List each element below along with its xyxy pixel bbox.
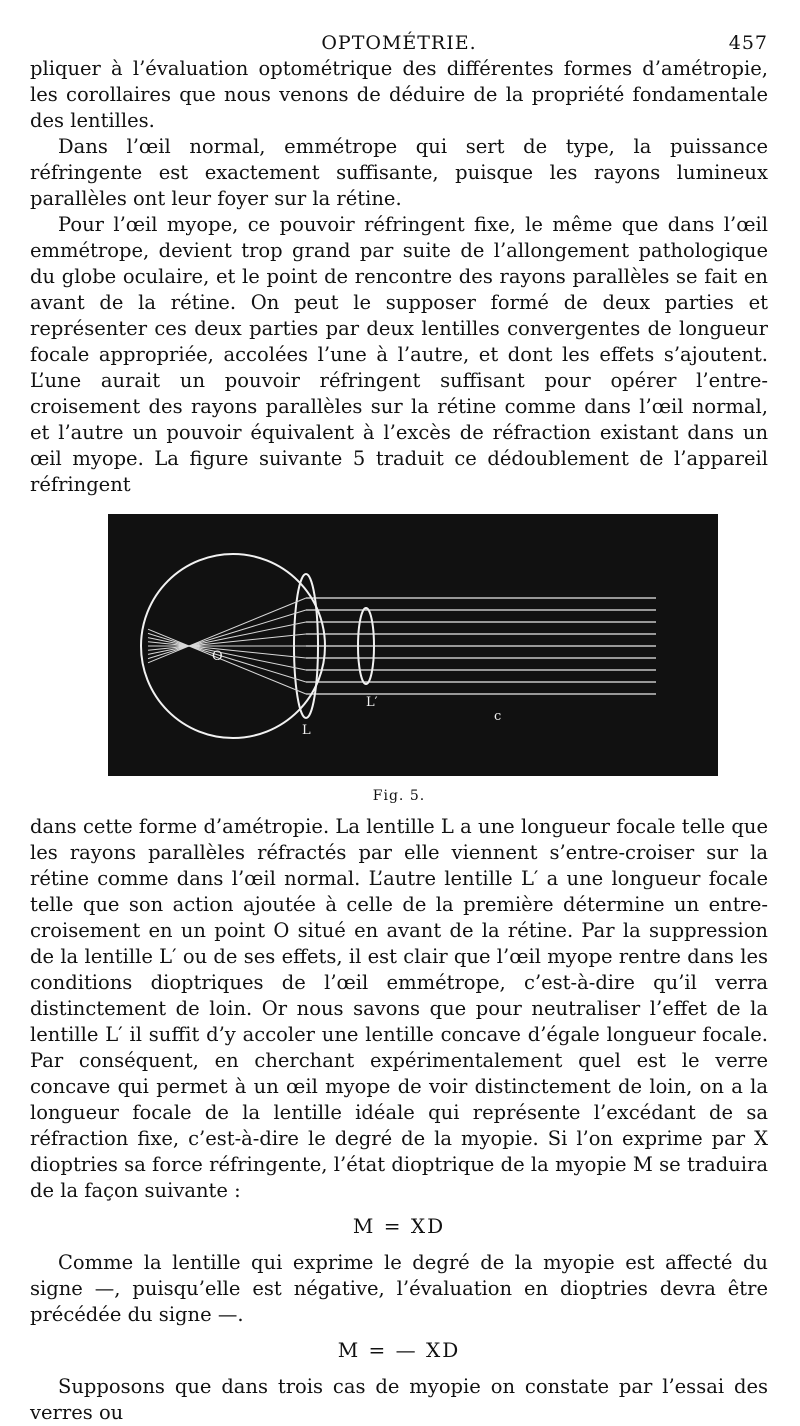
label-point-o: O	[212, 649, 223, 664]
paragraph: Pour l’œil myope, ce pouvoir réfringent fixe, le même que dans l’œil emmétrope, devient trop grand par suite de l’allongement pathologique du globe oculaire, et le point de rencontre des rayons parallèles se fait en avant de la rétine. On peut le supposer formé de deux parties et représenter ces deux parties par deux lentilles convergentes de longueur focale appropriée, accolées l’une à l’autre, et dont les effets s’ajoutent. L’une aurait un pouvoir réfringent suffisant pour opérer l’entre-croisement des rayons parallèles sur la rétine comme dans l’œil normal, et l’autre un pouvoir équivalent à l’excès de réfraction existant dans un œil myope. La figure suivante 5 traduit ce dédoublement de l’appareil réfringent	[30, 213, 768, 496]
parallel-rays	[306, 598, 656, 694]
book-page	[30, 30, 768, 1426]
paragraph: pliquer à l’évaluation optométrique des différentes formes d’amétropie, les corollaires que nous venons de déduire de la propriété fondamentale des lentilles.	[30, 57, 768, 132]
formula: M = XD	[352, 1214, 446, 1238]
paragraph: Dans l’œil normal, emmétrope qui sert de type, la puissance réfringente est exactement suffisante, puisque les rayons lumineux parallèles ont leur foyer sur la rétine.	[30, 135, 768, 210]
paragraph: Supposons que dans trois cas de myopie on constate par l’essai des verres ou	[30, 1375, 768, 1424]
formula: M = — XD	[337, 1338, 461, 1362]
converging-ray	[148, 598, 306, 663]
converging-rays	[148, 598, 306, 694]
label-lens-l-prime: L′	[366, 695, 378, 710]
converging-ray	[148, 629, 306, 694]
converging-ray	[148, 633, 306, 682]
running-header	[30, 30, 768, 56]
converging-ray	[148, 610, 306, 659]
label-lens-l: L	[302, 723, 311, 738]
header-title: OPTOMÉTRIE.	[321, 32, 477, 54]
page-number: 457	[728, 32, 768, 54]
eye-diagram-svg	[108, 514, 718, 776]
figure-eye-diagram	[108, 514, 718, 776]
figure-caption: Fig. 5.	[372, 788, 426, 804]
paragraph: dans cette forme d’amétropie. La lentille L a une longueur focale telle que les rayons parallèles réfractés par elle viennent s’entre-croiser sur la rétine comme dans l’œil normal. L’autre lentille L′ a une longueur focale telle que son action ajoutée à celle de la première détermine un entre-croisement en un point O situé en avant de la rétine. Par la suppression de la lentille L′ ou de ses effets, il est clair que l’œil myope rentre dans les conditions dioptriques de l’œil emmétrope, c’est-à-dire qu’il verra distinctement de loin. Or nous savons que pour neutraliser l’effet de la lentille L′ il suffit d’y accoler une lentille concave d’égale longueur focale. Par conséquent, en cherchant expérimentalement quel est le verre concave qui permet à un œil myope de voir distinctement de loin, on a la longueur focale de la lentille idéale qui représente l’excédant de sa réfraction fixe, c’est-à-dire le degré de la myopie. Si l’on exprime par X dioptries sa force réfringente, l’état dioptrique de la myopie M se traduira de la façon suivante :	[30, 815, 768, 1202]
body-text-bottom	[30, 814, 768, 1426]
label-retina-c: c	[494, 709, 502, 724]
paragraph: Comme la lentille qui exprime le degré de la myopie est affecté du signe —, puisqu’elle est négative, l’évaluation en dioptries devra être précédée du signe —.	[30, 1251, 768, 1326]
body-text-top	[30, 56, 768, 498]
